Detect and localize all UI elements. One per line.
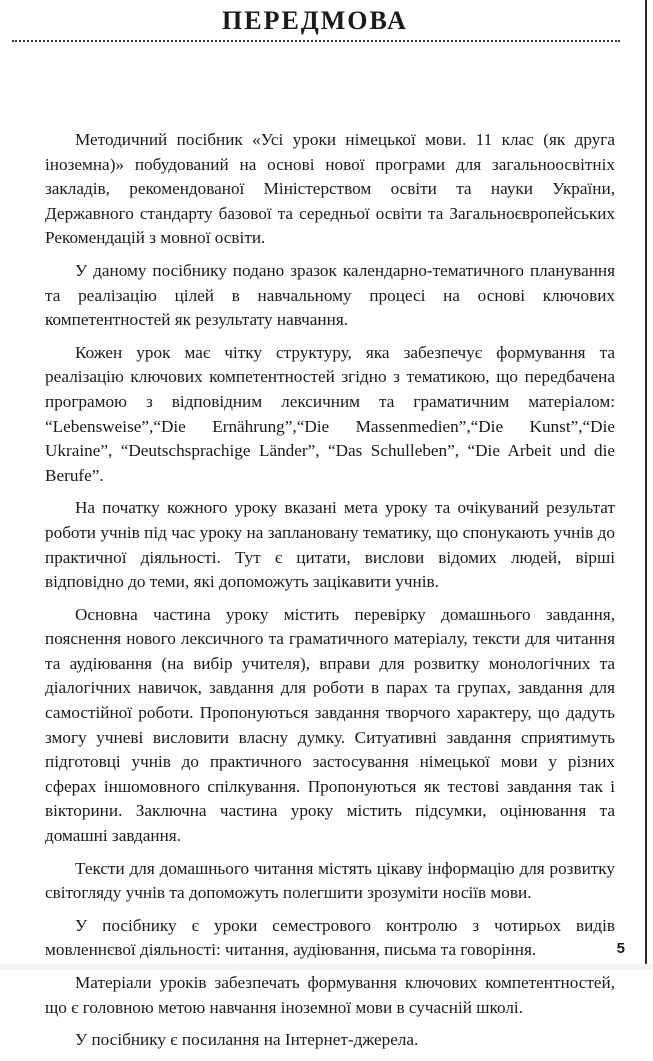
paragraph-3: Кожен урок має чітку структуру, яка забезпечує формування та реалізацію ключових компетентностей згідно з тематикою, що передбачена програмою з відповідним лексичним та граматичним матеріалом: “Lebensweise”,“Die Ernährung”,“Die Massenmedien”,“Die Kunst”,“Die Ukraine”, “Deutschsprachige Länder”, “Das Schulleben”, “Die Arbeit und die Berufe”. <box>45 342 615 485</box>
title-dotted-rule <box>12 40 620 42</box>
paragraph-5: Основна частина уроку містить перевірку домашнього завдання, пояснення нового лексичного та граматичного матеріалу, тексти для читання та аудіювання (на вибір учителя), вправи для розвитку монологічних та діалогічних навичок, завдання для роботи в парах та групах, завдання для самостійної роботи. Пропонуються завдання творчого характеру, що дадуть змогу учневі висловити власну думку. Ситуативні завдання сприятимуть підготовці учнів до практичного застосування німецької мови у різних сферах іншомовного спілкування. Пропонуються як тестові завдання так і вікторини. Заключна частина уроку містить підсумки, оцінювання та домашні завдання. <box>45 604 615 846</box>
page-title: ПЕРЕДМОВА <box>222 6 408 35</box>
paragraph-1: Методичний посібник «Усі уроки німецької мови. 11 клас (як друга іноземна)» побудований на основі нової програми для загальноосвітніх закладів, рекомендованої Міністерством освіти та науки України, Державного стандарту базової та середньої освіти та Загальноєвропейських Рекомендацій з мовної освіти. <box>45 130 615 248</box>
page-number: 5 <box>616 940 625 957</box>
paragraph-9: У посібнику є посилання на Інтернет-джерела. <box>75 1030 419 1050</box>
paragraph-2: У даному посібнику подано зразок календарно-тематичного планування та реалізацію цілей в навчальному процесі на основі ключових компетентностей як результату навчання. <box>45 260 615 330</box>
paragraph-8: Матеріали уроків забезпечать формування ключових компетентностей, що є головною метою навчання іноземної мови в сучасній школі. <box>45 973 615 1017</box>
paragraph-6: Тексти для домашнього читання містять цікаву інформацію для розвитку світогляду учнів та допоможуть полегшити зрозуміти носіїв мови. <box>45 858 615 903</box>
paragraph-7: У посібнику є уроки семестрового контролю з чотирьох видів мовленнєвої діяльності: читання, аудіювання, письма та говоріння. <box>45 915 615 960</box>
preface-body <box>45 128 615 1061</box>
page-edge-line <box>645 0 647 970</box>
paragraph-4: На початку кожного уроку вказані мета уроку та очікуваний результат роботи учнів під час уроку на заплановану тематику, що спонукають учнів до практичної діяльності. Тут є цитати, вислови відомих людей, вірші відповідно до теми, які допоможуть зацікавити учнів. <box>45 498 615 592</box>
